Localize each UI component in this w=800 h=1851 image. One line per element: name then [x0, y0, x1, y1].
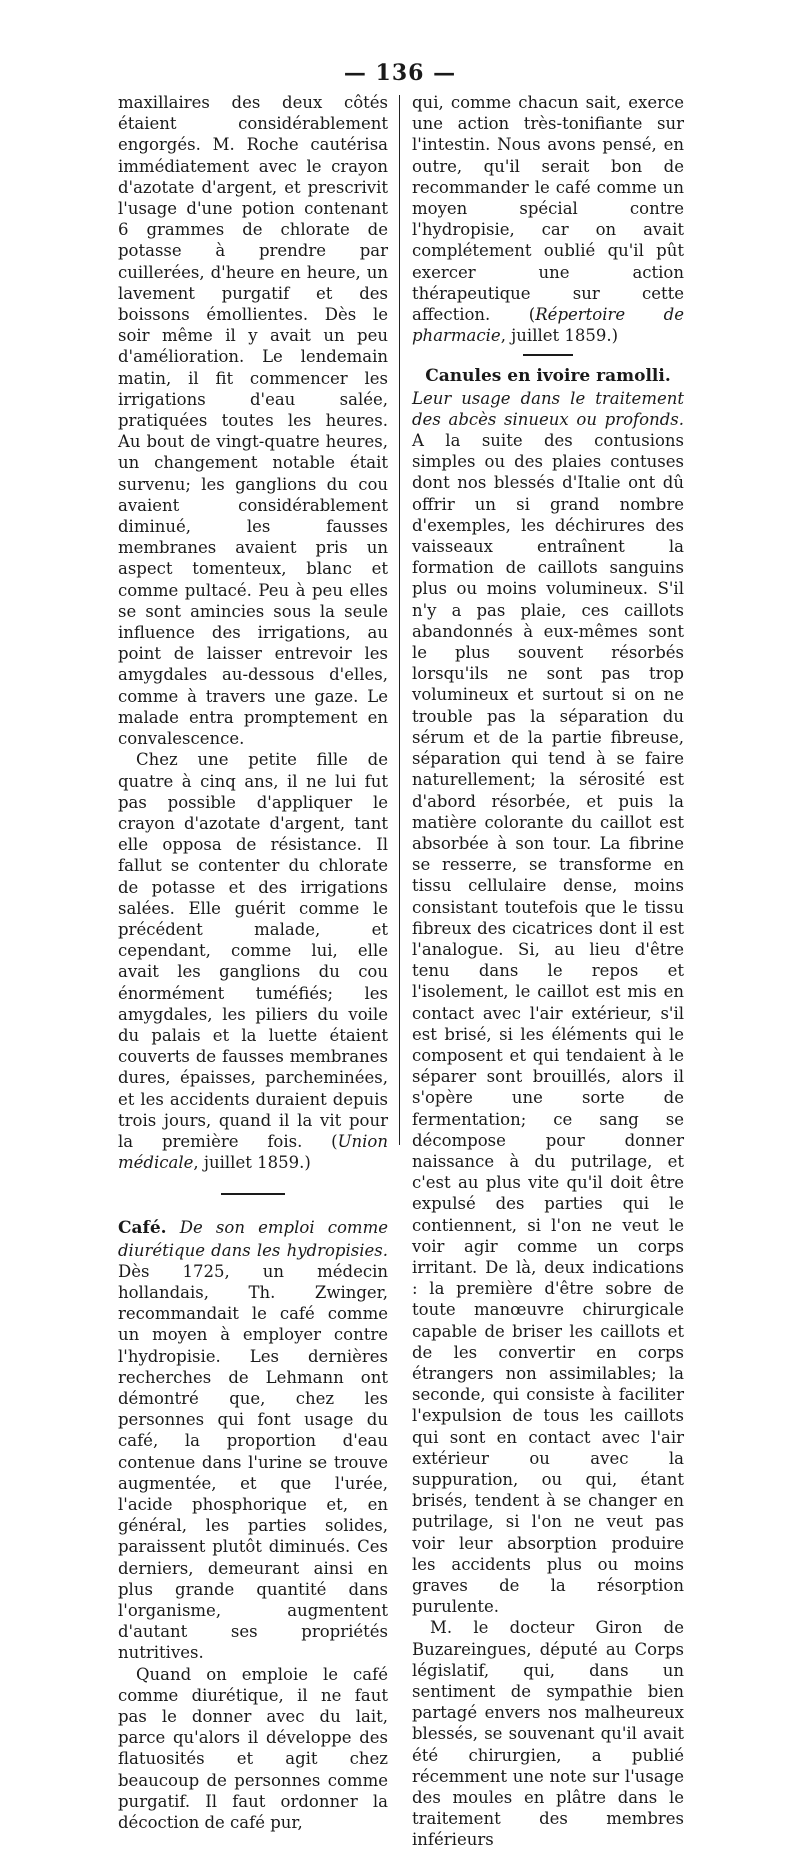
- cafe-paragraph-1: Dès 1725, un médecin hollandais, Th. Zwinger, recommandait le café comme un moyen à employer contre l'hydropisie. Les dernières recherches de Lehmann ont démontré que, chez les personnes qui font usage du café, la proportion d'eau contenue dans l'urine se trouve augmentée, et que l'urée, l'acide phosphorique et, en général, les parties solides, paraissent plutôt diminués. Ces derniers, demeurant ainsi en plus grande quantité dans l'organisme, augmentent d'autant ses propriétés nutritives.: [118, 1261, 388, 1663]
- source-citation: Union médicale: [118, 1131, 388, 1173]
- section-separator: [523, 354, 573, 356]
- column-divider: [399, 95, 400, 1145]
- cafe-section-intro: [118, 1217, 388, 1663]
- left-paragraph-1: maxillaires des deux côtés étaient considérablement engorgés. M. Roche cautérisa immédiatement avec le crayon d'azotate d'argent, et prescrivit l'usage d'une potion contenant 6 grammes de chlorate de potasse à prendre par cuillerées, d'heure en heure, un lavement purgatif et des boissons émollientes. Dès le soir même il y avait un peu d'amélioration. Le lendemain matin, il fit commencer les irrigations d'eau salée, pratiquées toutes les heures. Au bout de vingt-quatre heures, un changement notable était survenu; les ganglions du cou avaient considérablement diminué, les fausses membranes avaient pris un aspect tomenteux, blanc et comme pultacé. Peu à peu elles se sont amincies sous la seule influence des irrigations, au point de laisser entrevoir les amygdales au-dessous d'elles, comme à travers une gaze. Le malade entra promptement en convalescence.: [118, 93, 388, 749]
- left-paragraph-2-text: Chez une petite fille de quatre à cinq ans, il ne lui fut pas possible d'appliquer le crayon d'azotate d'argent, tant elle opposa de résistance. Il fallut se contenter du chlorate de potasse et des irrigations salées. Elle guérit comme le précédent malade, et cependant, comme lui, elle avait les ganglions du cou énormément tuméfiés; les amygdales, les piliers du voile du palais et la luette étaient couverts de fausses membranes dures, épaisses, parcheminées, et les accidents duraient depuis trois jours, quand il la vit pour la première fois. (: [118, 750, 388, 1151]
- canules-paragraph-1: A la suite des contusions simples ou des plaies contuses dont nos blessés d'Italie ont dû offrir un si grand nombre d'exemples, les déchirures des vaisseaux entraînent la formation de caillots sanguins plus ou moins volumineux. S'il n'y a pas plaie, ces caillots abandonnés à eux-mêmes sont le plus souvent résorbés lorsqu'ils ne sont pas trop volumineux et surtout si on ne trouble pas la séparation du sérum et de la partie fibreuse, séparation qui tend à se faire naturellement; la sérosité est d'abord résorbée, et puis la matière colorante du caillot est absorbée à son tour. La fibrine se resserre, se transforme en tissu cellulaire dense, moins consistant toutefois que le tissu fibreux des cicatrices dont il est l'analogue. Si, au lieu d'être tenu dans le repos et l'isolement, le caillot est mis en contact avec l'air extérieur, s'il est brisé, si les éléments qui le composent et qui tendaient à le séparer sont brouillés, alors il s'opère une sorte de fermentation; ce sang se décompose pour donner naissance à du putrilage, et c'est au plus vite qu'il doit être expulsé des parties qui le contiennent, si l'on ne veut le voir agir comme un corps irritant. De là, deux indications : la première d'être sobre de toute manœuvre chirurgicale capable de briser les caillots et de les convertir en corps étrangers non assimilables; la seconde, qui consiste à faciliter l'expulsion de tous les caillots qui sont en contact avec l'air extérieur ou avec la suppuration, ou qui, étant brisés, tendent à se changer en putrilage, si l'on ne veut pas voir leur absorption produire les accidents plus ou moins graves de la résorption purulente.: [412, 431, 684, 1617]
- right-paragraph-1: [412, 92, 684, 346]
- right-paragraph-1-text: qui, comme chacun sait, exerce une action très-tonifiante sur l'intestin. Nous avons pensé, en outre, qu'il serait bon de recommander le café comme un moyen spécial contre l'hydropisie, car on avait complétement oublié qu'il pût exercer une action thérapeutique sur cette affection. (: [412, 93, 684, 325]
- cafe-heading: Café.: [118, 1218, 167, 1239]
- cafe-paragraph-2: Quand on emploie le café comme diurétique, il ne faut pas le donner avec du lait, parce qu'alors il développe des flatuosités et agit chez beaucoup de personnes comme purgatif. Il faut ordonner la décoction de café pur,: [118, 1664, 388, 1833]
- citation-date: , juillet 1859.): [193, 1153, 311, 1173]
- right-column: [412, 92, 684, 1851]
- canules-subtitle: Leur usage dans le traitement des abcès sinueux ou profonds.: [412, 388, 684, 429]
- section-separator: [221, 1193, 285, 1195]
- source-citation: Répertoire de pharmacie: [412, 305, 684, 346]
- page-number: — 136 —: [343, 60, 457, 86]
- citation-date: , juillet 1859.): [500, 326, 619, 346]
- left-column: [118, 92, 388, 1833]
- canules-section-intro: [412, 388, 684, 1618]
- cafe-subtitle: De son emploi comme diurétique dans les hydropisies.: [118, 1218, 388, 1260]
- canules-paragraph-2: M. le docteur Giron de Buzareingues, député au Corps législatif, qui, dans un sentiment de sympathie bien partagé envers nos malheureux blessés, se souvenant qu'il avait été chirurgien, a publié récemment une note sur l'usage des moules en plâtre dans le traitement des membres inférieurs: [412, 1618, 684, 1850]
- left-paragraph-2: [118, 749, 388, 1173]
- canules-heading: Canules en ivoire ramolli.: [425, 366, 671, 387]
